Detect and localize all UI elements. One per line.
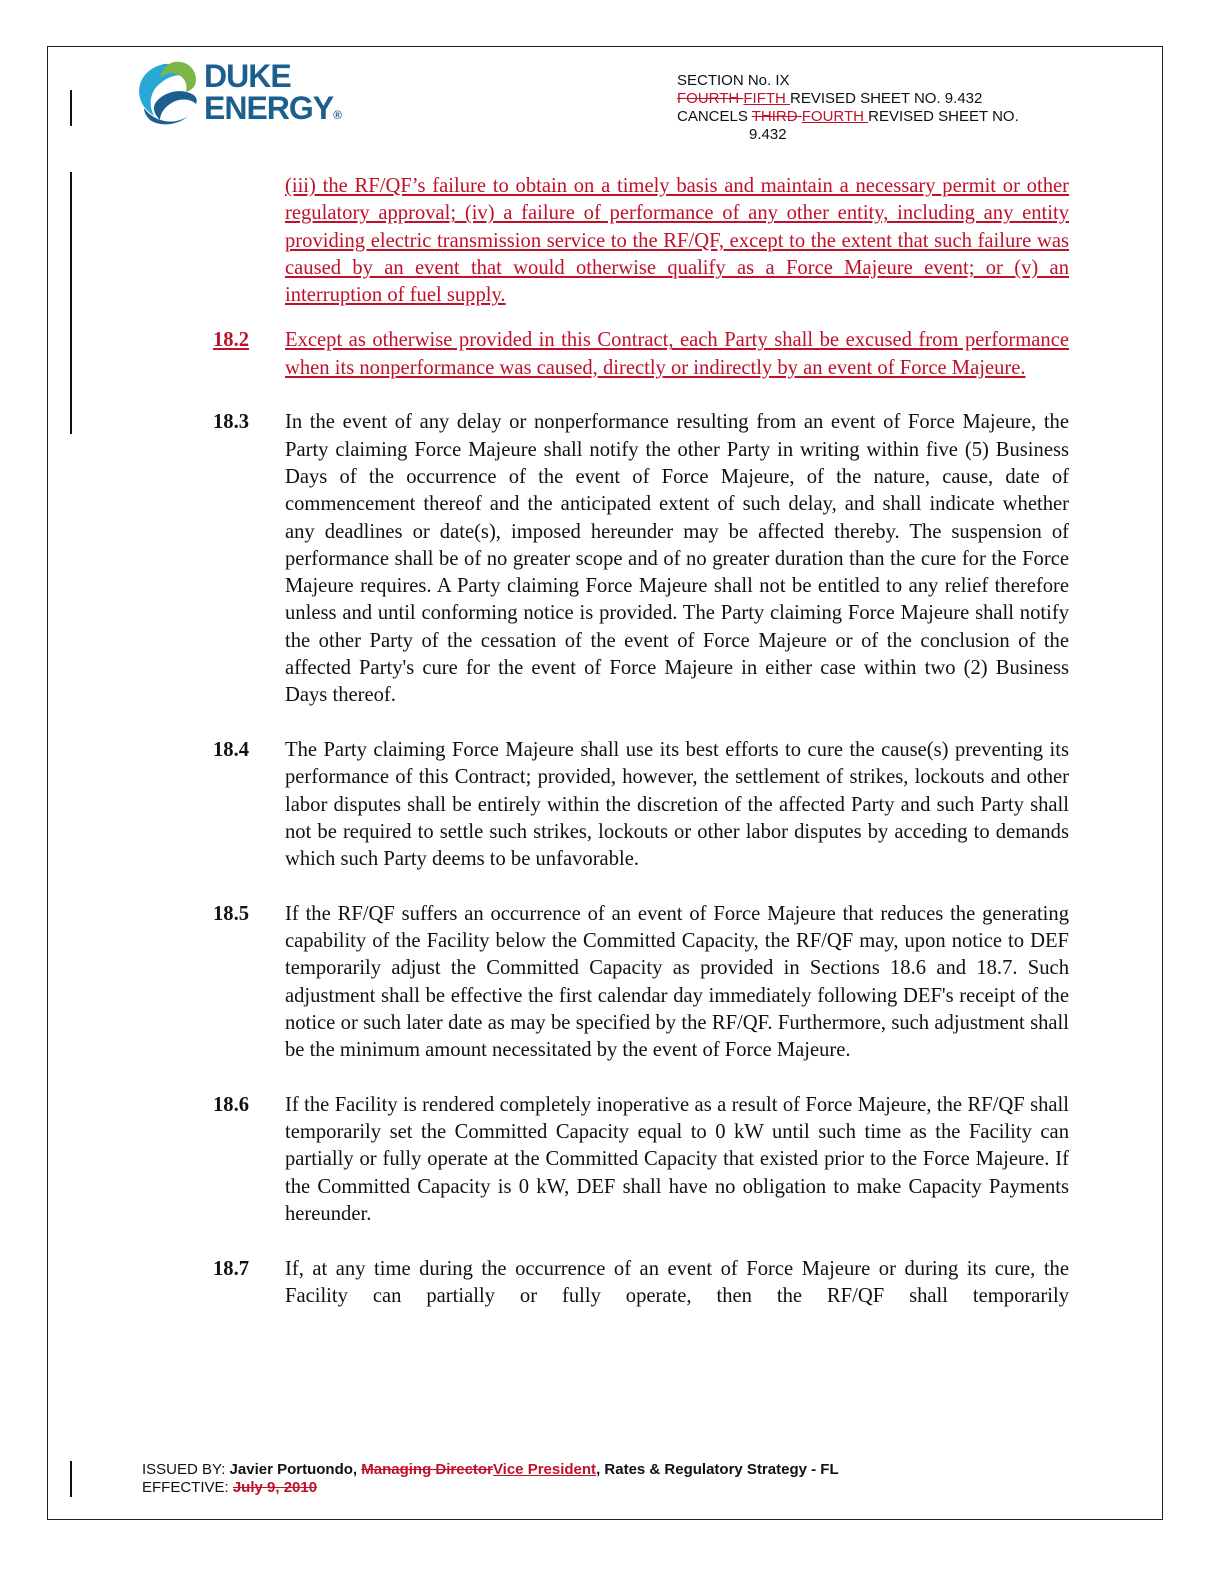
- paragraph-number: 18.5: [213, 902, 250, 925]
- paragraph-text: (iii) the RF/QF’s failure to obtain on a timely basis and maintain a necessary permit or other regulatory approval; (iv) a failure of performance of any other entity, including any entity providing electric transmission service to the RF/QF, except to the extent that such failure was caused by an event that would otherwise qualify as a Force Majeure event; or (v) an interruption of fuel supply.: [285, 175, 1069, 307]
- paragraph-18-6: [213, 1092, 1069, 1228]
- paragraph-number: 18.3: [213, 411, 250, 434]
- paragraph-text: Except as otherwise provided in this Contract, each Party shall be excused from performance when its nonperformance was caused, directly or indirectly by an event of Force Majeure.: [285, 329, 1069, 379]
- paragraph-18-5: [213, 901, 1069, 1065]
- cancels-sheet-number: 9.432: [749, 126, 787, 143]
- paragraph-18-3: [213, 409, 1069, 709]
- paragraph-number: 18.7: [213, 1257, 250, 1280]
- paragraph-18-4: [213, 737, 1069, 873]
- paragraph-number: [213, 173, 285, 309]
- logo-word-energy: ENERGY®: [204, 90, 342, 126]
- sheet-header: [677, 72, 1019, 144]
- paragraph-number: 18.4: [213, 738, 250, 761]
- paragraph-number: 18.2: [213, 329, 250, 352]
- issued-by-line: ISSUED BY: Javier Portuondo, Managing DirectorVice President, Rates & Regulatory Strategy - FL: [142, 1461, 839, 1478]
- revised-sheet-line: FOURTH FIFTH REVISED SHEET NO. 9.432: [677, 90, 983, 107]
- cancels-line: CANCELS THIRD FOURTH REVISED SHEET NO.: [677, 108, 1019, 125]
- document-body: [213, 173, 1069, 1337]
- effective-line: EFFECTIVE: July 9, 2010: [142, 1479, 318, 1496]
- revision-bar-footer: [70, 1461, 72, 1497]
- paragraph-text: The Party claiming Force Majeure shall use its best efforts to cure the cause(s) preventing its performance of this Contract; provided, however, the settlement of strikes, lockouts and other labor disputes shall be entirely within the discretion of the affected Party and such Party shall not be required to settle such strikes, lockouts or other labor disputes by acceding to demands which such Party deems to be unfavorable.: [285, 738, 1069, 871]
- sheet-footer: [142, 1461, 839, 1497]
- paragraph-18-7: [213, 1256, 1069, 1311]
- logo-word-duke: DUKE: [204, 58, 291, 94]
- paragraph-text: If the RF/QF suffers an occurrence of an event of Force Majeure that reduces the generating capability of the Facility below the Committed Capacity, the RF/QF may, upon notice to DEF temporarily adjust the Committed Capacity as provided in Sections 18.6 and 18.7. Such adjustment shall be effective the first calendar day immediately following DEF's receipt of the notice or such later date as may be specified by the RF/QF. Furthermore, such adjustment shall be the minimum amount necessitated by the event of Force Majeure.: [285, 902, 1069, 1062]
- paragraph-18-2: [213, 327, 1069, 382]
- paragraph-number: 18.6: [213, 1093, 250, 1116]
- paragraph-text: If, at any time during the occurrence of an event of Force Majeure or during its cure, the Facility can partially or fully operate, then the RF/QF shall temporarily: [285, 1257, 1069, 1307]
- paragraph-text: If the Facility is rendered completely inoperative as a result of Force Majeure, the RF/QF shall temporarily set the Committed Capacity equal to 0 kW until such time as the Facility can partially or fully operate at the Committed Capacity that existed prior to the Force Majeure. If the Committed Capacity is 0 kW, DEF shall have no obligation to make Capacity Payments hereunder.: [285, 1093, 1069, 1225]
- revision-bar-body: [70, 172, 72, 434]
- section-number: SECTION No. IX: [677, 72, 790, 89]
- paragraph-18-1-continued: [213, 173, 1069, 309]
- revision-bar-header: [70, 90, 72, 126]
- paragraph-text: In the event of any delay or nonperformance resulting from an event of Force Majeure, the Party claiming Force Majeure shall notify the other Party in writing within five (5) Business Days of the occurrence of the event of Force Majeure, of the nature, cause, date of commencement thereof and the anticipated extent of such delay, and shall indicate whether any deadlines or date(s), imposed hereunder may be affected thereby. The suspension of performance shall be of no greater scope and of no greater duration than the cure for the Force Majeure requires. A Party claiming Force Majeure shall not be entitled to any relief therefore unless and until conforming notice is provided. The Party claiming Force Majeure shall notify the other Party of the cessation of the event of Force Majeure or of the conclusion of the affected Party's cure for the event of Force Majeure in either case within two (2) Business Days thereof.: [285, 411, 1069, 707]
